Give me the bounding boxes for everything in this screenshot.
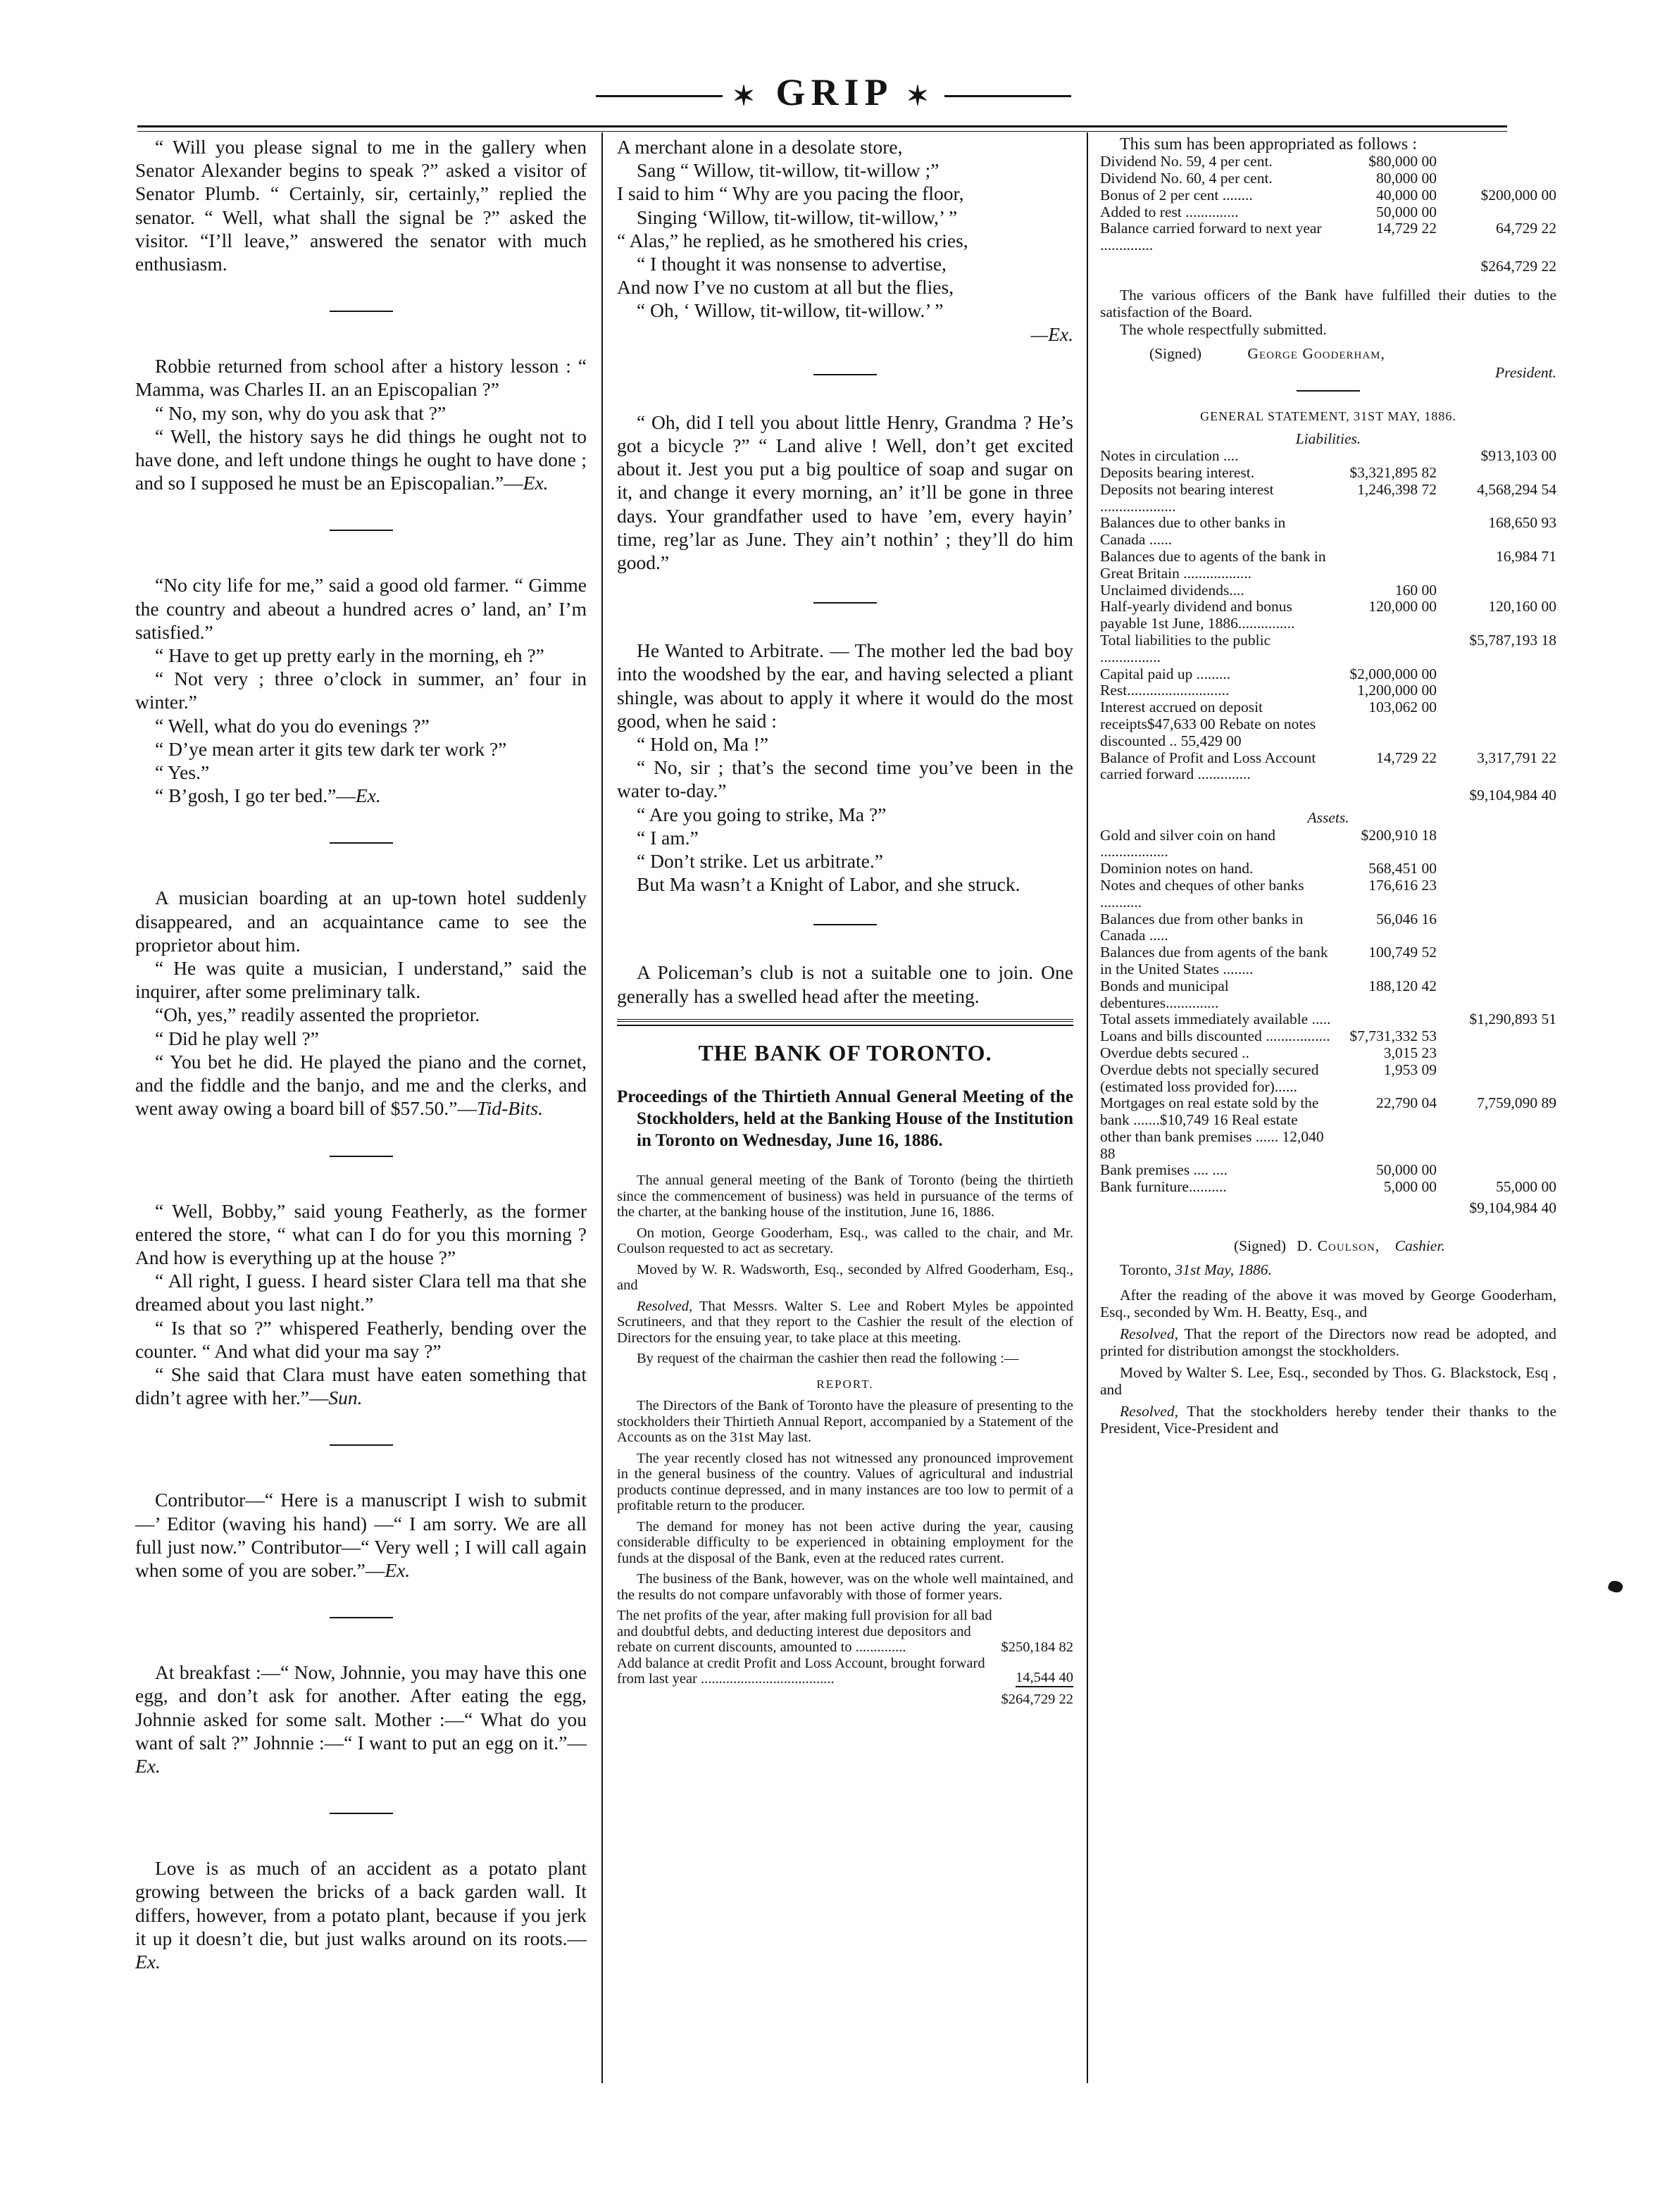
separator (330, 1617, 393, 1618)
account-label: Bonus of 2 per cent ........ (1100, 186, 1253, 204)
account-amount (1437, 1028, 1556, 1045)
source-credit: Sun. (328, 1387, 363, 1409)
joke-contributor: Contributor—“ Here is a manuscript I wish to submit—’ Editor (waving his hand) —“ I am sorry. We are all full just now.” Contributor—“ Very well ; I will call again when some of you are sober.”—Ex. (135, 1489, 587, 1581)
account-amount (1437, 465, 1556, 482)
separator (813, 602, 877, 604)
separator (330, 842, 393, 844)
source-credit: Ex. (385, 1558, 411, 1581)
joke-arbitrate-line: “ Are you going to strike, Ma ?” (637, 803, 887, 825)
joke-love: Love is as much of an accident as a potato plant growing between the bricks of a back garden wall. It differs, however, from a potato plant, because if you jerk it up it doesn’t die, but just walks around on its roots.—Ex. (135, 1857, 587, 1973)
account-amount: 80,000 00 (1376, 170, 1437, 187)
joke-robbie-line: “ Well, the history says he did things he ought not to have done, and left undone things he ought to have done ; and so I supposed he must be an Episcopalian.”—Ex. (135, 425, 587, 494)
account-amount (1437, 861, 1556, 877)
asset-row (1100, 1045, 1556, 1062)
account-label: Deposits bearing interest. (1100, 464, 1255, 481)
account-label: Added to rest .............. (1100, 203, 1239, 220)
account-amount: 22,790 04 (1376, 1094, 1437, 1112)
appropriation-intro: This sum has been appropriated as follows : (1120, 135, 1417, 154)
account-amount: 16,984 71 (1496, 547, 1556, 565)
account-label: Notes in circulation .... (1100, 447, 1239, 465)
poem-line: “ I thought it was nonsense to advertise, (637, 253, 947, 275)
joke-farmer-line: “ D’ye mean arter it gits tew dark ter work ?” (155, 737, 507, 760)
liability-row (1100, 482, 1556, 515)
account-amount (1437, 944, 1556, 978)
resolution-para: Resolved, That the report of the Directors now read be adopted, and printed for distribution amongst the stockholders. (1100, 1325, 1556, 1359)
resolutions (1100, 1287, 1556, 1437)
account-amount (1437, 1062, 1556, 1096)
account-label: Balance carried forward to next year .............. (1100, 220, 1322, 254)
account-amount (1331, 549, 1437, 582)
account-amount: 160 00 (1394, 581, 1437, 599)
account-label: Overdue debts secured .. (1100, 1044, 1249, 1061)
account-amount (1331, 515, 1437, 549)
account-amount (1331, 632, 1437, 666)
account-label: Mortgages on real estate sold by the bank .......$10,749 16 Real estate other than bank premises ...... 12,040 88 (1100, 1094, 1324, 1162)
column-divider (601, 132, 603, 2083)
account-amount: $80,000 00 (1368, 153, 1437, 170)
account-amount: 120,160 00 (1488, 598, 1556, 616)
account-amount (1437, 170, 1556, 187)
account-amount: 1,953 09 (1383, 1061, 1437, 1078)
report-para: The business of the Bank, however, was on the whole well maintained, and the results do not compare unfavorably with those of former years. (617, 1571, 1073, 1603)
asset-row (1100, 877, 1556, 911)
ink-blot (1607, 1579, 1624, 1594)
liability-row (1100, 632, 1556, 666)
account-label: Total assets immediately available ..... (1100, 1011, 1331, 1028)
liability-row (1100, 448, 1556, 465)
account-amount: 56,046 16 (1376, 910, 1437, 927)
joke-bobby-line: “ All right, I guess. I heard sister Clara tell ma that she dreamed about you last night.” (135, 1270, 587, 1316)
account-amount: $7,731,332 53 (1349, 1027, 1437, 1045)
appropriation-row (1100, 170, 1556, 187)
asset-row (1100, 944, 1556, 978)
account-label: Dominion notes on hand. (1100, 860, 1254, 877)
account-label: Dividend No. 59, 4 per cent. (1100, 153, 1273, 170)
account-label: Bank premises .... .... (1100, 1161, 1228, 1179)
column-2 (617, 135, 1073, 1707)
separator (813, 374, 877, 375)
joke-musician: A musician boarding at an up-town hotel suddenly disappeared, and an acquaintance came to see the proprietor about him. (135, 887, 587, 956)
star-icon: ✶ (906, 82, 935, 112)
account-amount: 50,000 00 (1376, 203, 1437, 220)
account-amount (1437, 204, 1556, 221)
account-amount: 64,729 22 (1496, 220, 1556, 237)
column-divider (1087, 132, 1088, 2083)
asset-row (1100, 1062, 1556, 1096)
account-amount: $5,787,193 18 (1469, 631, 1556, 649)
account-amount: 168,650 93 (1488, 514, 1556, 532)
separator (330, 1156, 393, 1157)
officers-para: The various officers of the Bank have fulfilled their duties to the satisfaction of the Board. (1100, 287, 1556, 321)
masthead (0, 70, 1667, 120)
account-amount: 3,317,791 22 (1477, 749, 1556, 766)
joke-arbitrate-line: “ No, sir ; that’s the second time you’ve been in the water to-day.” (617, 756, 1073, 802)
joke-robbie-line: “ No, my son, why do you ask that ?” (155, 401, 447, 424)
account-label: Balances due from agents of the bank in the United States ........ (1100, 944, 1328, 977)
account-amount: $200,000 00 (1480, 186, 1556, 204)
account-amount: 1,246,398 72 (1357, 480, 1437, 498)
account-amount: 120,000 00 (1368, 598, 1437, 616)
president-signature: (Signed) George Gooderham, President. (1149, 345, 1556, 381)
separator (330, 530, 393, 531)
asset-row (1100, 978, 1556, 1012)
masthead-left-rule (596, 95, 723, 97)
general-statement-heading: GENERAL STATEMENT, 31ST MAY, 1886. (1200, 408, 1456, 423)
account-label: Balances due to agents of the bank in Great Britain .................. (1100, 547, 1326, 582)
account-label: Capital paid up ......... (1100, 665, 1231, 682)
asset-row (1100, 1011, 1556, 1028)
account-amount: 4,568,294 54 (1477, 480, 1556, 498)
appropriation-table (1100, 154, 1556, 254)
account-label: Bonds and municipal debentures.............. (1100, 977, 1229, 1011)
account-label: Loans and bills discounted ................. (1100, 1027, 1330, 1045)
separator (1297, 390, 1360, 392)
appropriation-row (1100, 220, 1556, 254)
joke-henry: “ Oh, did I tell you about little Henry, Grandma ? He’s got a bicycle ?” “ Land alive ! Well, don’t get excited about it. Jest you put a big poultice of soap and sugar on it, and change it every morning, an’ it’ll be gone in three days. Your grandfather used to have ’em, every hayin’ time, reg’lar as June. They ain’t nothin’ ; they’ll do him good.” (617, 411, 1073, 574)
poem-line: Sang “ Willow, tit-willow, tit-willow ;” (637, 159, 939, 182)
account-amount (1437, 1045, 1556, 1062)
source-credit: Ex. (523, 472, 549, 494)
asset-row (1100, 1028, 1556, 1045)
star-icon: ✶ (732, 82, 761, 112)
place-date: Toronto, 31st May, 1886. (1120, 1261, 1272, 1279)
account-amount: $200,910 18 (1361, 826, 1437, 844)
top-rule (137, 125, 1507, 127)
account-amount: 7,759,090 89 (1477, 1094, 1556, 1112)
joke-arbitrate-line: “ I am.” (637, 826, 699, 849)
assets-table (1100, 827, 1556, 1196)
assets-total: $9,104,984 40 (1469, 1199, 1556, 1217)
account-amount: $2,000,000 00 (1349, 665, 1437, 682)
joke-farmer-line: “ Have to get up pretty early in the morning, eh ?” (155, 644, 544, 667)
separator (330, 1813, 393, 1814)
profit-total: $264,729 22 (1001, 1691, 1073, 1707)
balance-forward-line: Add balance at credit Profit and Loss Account, brought forward from last year ..................................... 14,544 40 (617, 1655, 1073, 1687)
separator (330, 311, 393, 312)
joke-musician-line: “ You bet he did. He played the piano and the cornet, and the fiddle and the banjo, and me and the clerks, and went away owing a board bill of $57.50.”—Tid-Bits. (135, 1050, 587, 1120)
account-amount (1437, 699, 1556, 749)
joke-farmer-line: “ Well, what do you do evenings ?” (155, 714, 430, 737)
proceedings-body (617, 1173, 1073, 1707)
poem-line: A merchant alone in a desolate store, (617, 136, 903, 158)
account-amount (1437, 877, 1556, 911)
joke-bobby: “ Well, Bobby,” said young Featherly, as the former entered the store, “ what can I do for you this morning ? And how is everything up at the house ?” (135, 1199, 587, 1268)
poem-line: Singing ‘Willow, tit-willow, tit-willow,’ ” (637, 206, 958, 228)
account-label: Interest accrued on deposit receipts$47,633 00 Rebate on notes discounted .. 55,429 00 (1100, 699, 1316, 749)
masthead-title: GRIP (775, 71, 892, 113)
joke-senator: “ Will you please signal to me in the gallery when Senator Alexander begins to speak ?” asked a visitor of Senator Plumb. “ Certainly, sir, certainly,” replied the senator. “ Well, what shall the signal be ?” asked the visitor. “I’ll leave,” answered the senator with much enthusiasm. (135, 136, 587, 275)
account-amount: 176,616 23 (1368, 876, 1437, 894)
joke-musician-line: “ He was quite a musician, I understand,” said the inquirer, after some preliminary talk. (135, 957, 587, 1003)
section-rule (617, 1019, 1073, 1026)
net-profits-amount: $250,184 82 (1001, 1639, 1073, 1656)
joke-arbitrate-line: “ Don’t strike. Let us arbitrate.” (637, 850, 883, 873)
liability-row (1100, 699, 1556, 749)
account-label: Total liabilities to the public ................ (1100, 631, 1271, 666)
report-para: The demand for money has not been active during the year, causing considerable difficulty to be experienced in obtaining employment for the funds at the disposal of the Bank, even at the reduced rates current. (617, 1518, 1073, 1566)
liability-row (1100, 549, 1556, 582)
account-label: Gold and silver coin on hand .................. (1100, 826, 1275, 861)
appropriation-total: $264,729 22 (1480, 257, 1556, 275)
account-amount (1437, 978, 1556, 1012)
asset-row (1100, 1179, 1556, 1196)
asset-row (1100, 861, 1556, 877)
proceedings-para: Moved by W. R. Wadsworth, Esq., seconded by Alfred Gooderham, Esq., and (617, 1261, 1073, 1294)
liabilities-table (1100, 448, 1556, 783)
separator (330, 1444, 393, 1446)
joke-bobby-line: “ She said that Clara must have eaten something that didn’t agree with her.”—Sun. (135, 1363, 587, 1409)
report-heading: REPORT. (816, 1377, 874, 1391)
asset-row (1100, 911, 1556, 945)
account-amount: 1,200,000 00 (1357, 682, 1437, 699)
joke-arbitrate-line: But Ma wasn’t a Knight of Labor, and she struck. (637, 873, 1020, 896)
balance-forward-amount: 14,544 40 (1016, 1670, 1073, 1687)
account-amount (1437, 911, 1556, 945)
account-amount: $1,290,893 51 (1469, 1011, 1556, 1028)
resolution-para: Resolved, That the stockholders hereby tender their thanks to the President, Vice-President and (1100, 1402, 1556, 1437)
bank-title: THE BANK OF TORONTO. (698, 1039, 992, 1066)
account-label: Balances due to other banks in Canada ...... (1100, 514, 1286, 549)
account-label: Balance of Profit and Loss Account carried forward .............. (1100, 749, 1316, 783)
proceedings-para: By request of the chairman the cashier then read the following :— (637, 1351, 1019, 1367)
column-1 (135, 135, 587, 1973)
account-label: Dividend No. 60, 4 per cent. (1100, 170, 1273, 187)
asset-row (1100, 827, 1556, 861)
account-amount: 40,000 00 (1376, 186, 1437, 204)
account-amount (1331, 448, 1437, 465)
cashier-signature: (Signed) D. Coulson, Cashier. (1234, 1237, 1445, 1255)
asset-row (1100, 1095, 1556, 1162)
account-amount: $913,103 00 (1480, 447, 1556, 465)
submitted-line: The whole respectfully submitted. (1120, 321, 1327, 339)
account-label: Half-yearly dividend and bonus payable 1st June, 1886............... (1100, 598, 1295, 632)
report-para: The Directors of the Bank of Toronto have the pleasure of presenting to the stockholders their Thirtieth Annual Report, accompanied by a Statement of the Accounts as on the 31st May last. (617, 1398, 1073, 1446)
willow-poem (617, 135, 1073, 346)
source-credit: —Ex. (1030, 323, 1073, 345)
account-amount (1331, 1011, 1437, 1028)
account-amount: 14,729 22 (1376, 220, 1437, 237)
top-rule-thin (137, 131, 1507, 132)
poem-line: “ Oh, ‘ Willow, tit-willow, tit-willow.’ ” (637, 299, 944, 322)
account-amount (1437, 582, 1556, 599)
liability-row (1100, 465, 1556, 482)
assets-heading: Assets. (1307, 809, 1349, 827)
account-amount (1437, 1162, 1556, 1179)
joke-breakfast: At breakfast :—“ Now, Johnnie, you may have this one egg, and don’t ask for another. After eating the egg, Johnnie asked for some salt. Mother :—“ What do you want of salt ?” Johnnie :—“ I want to put an egg on it.”—Ex. (135, 1661, 587, 1777)
account-amount (1437, 682, 1556, 699)
account-amount: 14,729 22 (1376, 749, 1437, 766)
account-amount: 55,000 00 (1496, 1178, 1556, 1196)
account-amount: 188,120 42 (1368, 977, 1437, 994)
joke-arbitrate-line: “ Hold on, Ma !” (637, 733, 769, 756)
account-amount: 568,451 00 (1368, 860, 1437, 877)
liability-row (1100, 582, 1556, 599)
joke-bobby-line: “ Is that so ?” whispered Featherly, bending over the counter. “ And what did your ma say ?” (135, 1316, 587, 1362)
joke-farmer-line: “ Not very ; three o’clock in summer, an’ four in winter.” (135, 668, 587, 713)
resolution-para: After the reading of the above it was moved by George Gooderham, Esq., seconded by Wm. H. Beatty, Esq., and (1100, 1286, 1556, 1320)
account-label: Rest........................... (1100, 682, 1230, 699)
account-amount: 5,000 00 (1383, 1178, 1437, 1196)
joke-farmer-line: “ Yes.” (155, 761, 210, 784)
account-label: Unclaimed dividends.... (1100, 581, 1244, 599)
account-amount: 103,062 00 (1368, 699, 1437, 716)
liabilities-total: $9,104,984 40 (1469, 787, 1556, 804)
column-3 (1100, 135, 1556, 1437)
account-label: Deposits not bearing interest .................... (1100, 480, 1274, 515)
account-label: Bank furniture.......... (1100, 1178, 1227, 1196)
poem-line: I said to him “ Why are you pacing the floor, (617, 182, 964, 205)
account-amount (1437, 666, 1556, 683)
source-credit: Ex. (135, 1754, 161, 1777)
account-amount: 100,749 52 (1368, 944, 1437, 961)
liabilities-heading: Liabilities. (1295, 430, 1361, 447)
poem-line: And now I’ve no custom at all but the flies, (617, 276, 954, 299)
proceedings-heading: Proceedings of the Thirtieth Annual General Meeting of the Stockholders, held at the Banking House of the Institution in Toronto on Wednesday, June 16, 1886. (617, 1087, 1073, 1151)
source-credit: Tid-Bits. (476, 1097, 543, 1120)
account-label: Balances due from other banks in Canada ..... (1100, 910, 1304, 944)
joke-farmer: “No city life for me,” said a good old farmer. “ Gimme the country and abeout a hundred acres o’ land, an’ I’m satisfied.” (135, 574, 587, 643)
appropriation-row (1100, 204, 1556, 221)
joke-musician-line: “ Did he play well ?” (155, 1027, 319, 1049)
liability-row (1100, 515, 1556, 549)
proceedings-para: On motion, George Gooderham, Esq., was called to the chair, and Mr. Coulson requested to act as secretary. (617, 1225, 1073, 1257)
account-label: Overdue debts not specially secured (estimated loss provided for)...... (1100, 1061, 1319, 1095)
account-amount: 50,000 00 (1376, 1161, 1437, 1179)
net-profits-line: The net profits of the year, after making full provision for all bad and doubtful debts, and deducting interest due depositors and rebate on current discounts, amounted to .............. $250,184 82 (617, 1608, 1073, 1656)
proceedings-para: The annual general meeting of the Bank of Toronto (being the thirtieth since the commencement of business) was held in pursuance of the terms of the charter, at the banking house of the institution, June 16, 1886. (617, 1173, 1073, 1220)
resolution-para: Moved by Walter S. Lee, Esq., seconded by Thos. G. Blackstock, Esq , and (1100, 1363, 1556, 1398)
source-credit: Ex. (135, 1950, 161, 1973)
liability-row (1100, 750, 1556, 784)
joke-robbie: Robbie returned from school after a history lesson : “ Mamma, was Charles II. an an Episcopalian ?” (135, 355, 587, 401)
joke-policeman: A Policeman’s club is not a suitable one to join. One generally has a swelled head after the meeting. (617, 961, 1073, 1007)
separator (813, 924, 877, 925)
masthead-right-rule (944, 95, 1071, 97)
account-label: Notes and cheques of other banks ........... (1100, 876, 1304, 911)
source-credit: Ex. (355, 785, 381, 807)
liability-row (1100, 599, 1556, 632)
joke-musician-line: “Oh, yes,” readily assented the proprietor. (155, 1004, 480, 1026)
proceedings-para: Resolved, That Messrs. Walter S. Lee and Robert Myles be appointed Scrutineers, and that they report to the Cashier the result of the election of Directors for the ensuing year, to take place at this meeting. (617, 1298, 1073, 1346)
joke-farmer-line: “ B’gosh, I go ter bed.”—Ex. (155, 785, 381, 807)
account-amount: 3,015 23 (1383, 1044, 1437, 1061)
liability-row (1100, 666, 1556, 683)
appropriation-row (1100, 187, 1556, 204)
joke-arbitrate: He Wanted to Arbitrate. — The mother led the bad boy into the woodshed by the ear, and having selected a pliant shingle, was about to apply it where it would do the most good, when he said : (617, 639, 1073, 732)
asset-row (1100, 1162, 1556, 1179)
account-amount: $3,321,895 82 (1349, 464, 1437, 481)
poem-line: “ Alas,” he replied, as he smothered his cries, (617, 229, 968, 251)
report-para: The year recently closed has not witnessed any pronounced improvement in the general business of the country. Values of agricultural and industrial products continue depressed, and in many instances are too low to permit of a profitable return to the producer. (617, 1450, 1073, 1514)
account-amount (1437, 827, 1556, 861)
appropriation-row (1100, 154, 1556, 170)
account-amount (1437, 154, 1556, 170)
liability-row (1100, 682, 1556, 699)
